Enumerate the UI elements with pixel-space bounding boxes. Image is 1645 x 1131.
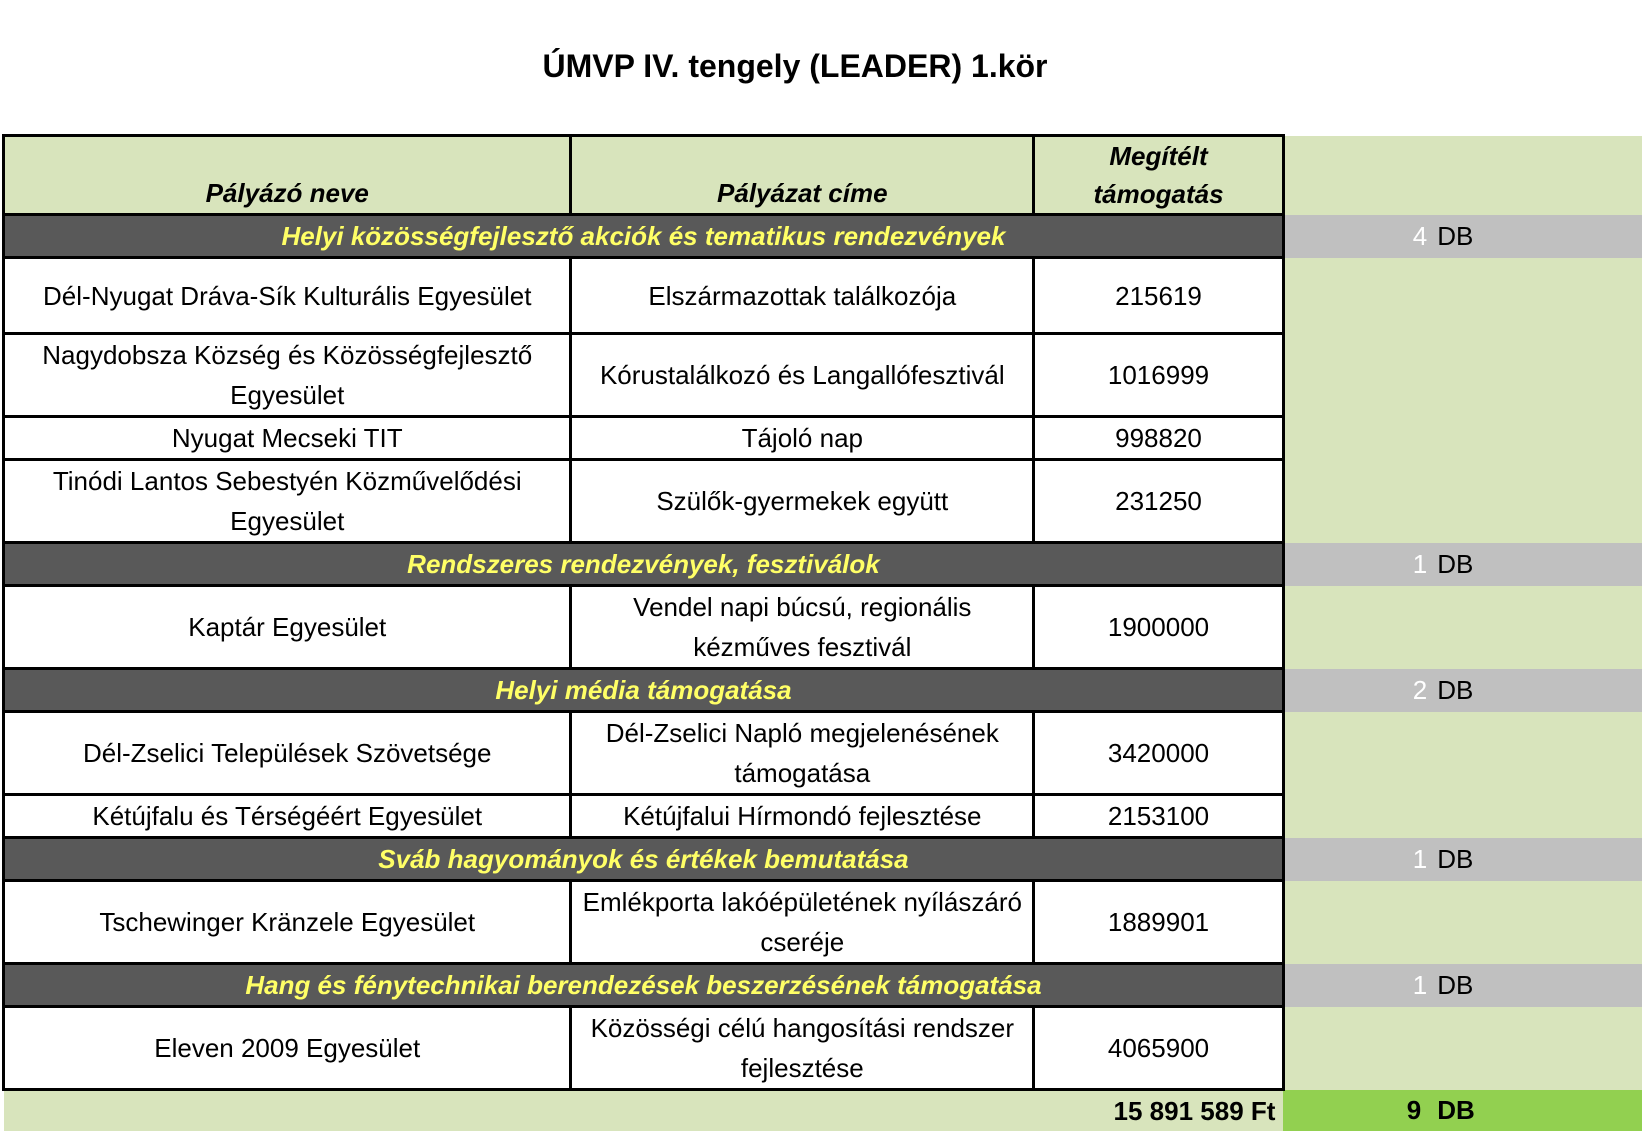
- side-cell: [1283, 1007, 1642, 1090]
- table-row: [4, 881, 1643, 964]
- side-cell: [1283, 460, 1642, 543]
- table-row: [4, 334, 1643, 417]
- page-title: ÚMVP IV. tengely (LEADER) 1.kör: [0, 48, 1590, 85]
- totals-row: [4, 1090, 1643, 1131]
- category-row: [4, 669, 1643, 712]
- applicant-cell: Nyugat Mecseki TIT: [4, 417, 571, 460]
- category-unit: DB: [1429, 543, 1642, 586]
- category-row: [4, 838, 1643, 881]
- category-name: Rendszeres rendezvények, fesztiválok: [4, 543, 1284, 586]
- category-unit: DB: [1429, 838, 1642, 881]
- category-unit: DB: [1429, 669, 1642, 712]
- amount-cell: 3420000: [1034, 712, 1284, 795]
- project-cell: Kétújfalui Hírmondó fejlesztése: [571, 795, 1034, 838]
- header-row: [4, 136, 1643, 215]
- applicant-cell: Kaptár Egyesület: [4, 586, 571, 669]
- category-row: [4, 543, 1643, 586]
- side-cell: [1283, 795, 1642, 838]
- header-grant-line2: támogatás: [1035, 175, 1282, 213]
- side-cell: [1283, 258, 1642, 334]
- category-count-cell: [1283, 838, 1429, 881]
- header-grant-line1: Megítélt: [1035, 137, 1282, 175]
- side-cell: [1283, 586, 1642, 669]
- category-count: 2: [1413, 675, 1427, 705]
- applicant-cell: Dél-Nyugat Dráva-Sík Kulturális Egyesület: [4, 258, 571, 334]
- category-count: 1: [1413, 844, 1427, 874]
- table-row: [4, 586, 1643, 669]
- applicant-cell: Tschewinger Kränzele Egyesület: [4, 881, 571, 964]
- total-count: 9: [1283, 1090, 1429, 1131]
- category-name: Helyi média támogatása: [4, 669, 1284, 712]
- amount-cell: 4065900: [1034, 1007, 1284, 1090]
- project-cell: Szülők-gyermekek együtt: [571, 460, 1034, 543]
- side-cell: [1283, 881, 1642, 964]
- category-name: Helyi közösségfejlesztő akciók és tematikus rendezvények: [4, 215, 1284, 258]
- project-cell: Tájoló nap: [571, 417, 1034, 460]
- project-cell: Elszármazottak találkozója: [571, 258, 1034, 334]
- project-cell: Kórustalálkozó és Langallófesztivál: [571, 334, 1034, 417]
- header-applicant: Pályázó neve: [4, 136, 571, 215]
- category-count: 1: [1413, 549, 1427, 579]
- applicant-cell: Nagydobsza Község és Közösségfejlesztő Egyesület: [4, 334, 571, 417]
- category-unit: DB: [1429, 215, 1642, 258]
- amount-cell: 215619: [1034, 258, 1284, 334]
- side-cell: [1283, 417, 1642, 460]
- amount-cell: 1900000: [1034, 586, 1284, 669]
- table-row: [4, 712, 1643, 795]
- table-row: [4, 795, 1643, 838]
- project-cell: Vendel napi búcsú, regionális kézműves fesztivál: [571, 586, 1034, 669]
- total-sum: 15 891 589 Ft: [1034, 1090, 1284, 1131]
- header-side: [1283, 136, 1642, 215]
- category-row: [4, 215, 1643, 258]
- category-name: Sváb hagyományok és értékek bemutatása: [4, 838, 1284, 881]
- amount-cell: 1889901: [1034, 881, 1284, 964]
- amount-cell: 2153100: [1034, 795, 1284, 838]
- category-count-cell: [1283, 964, 1429, 1007]
- totals-spacer: [4, 1090, 1034, 1131]
- applicant-cell: Tinódi Lantos Sebestyén Közművelődési Egyesület: [4, 460, 571, 543]
- category-count-cell: [1283, 543, 1429, 586]
- side-cell: [1283, 334, 1642, 417]
- table-row: [4, 460, 1643, 543]
- grant-table: [2, 134, 1642, 1131]
- table-row: [4, 417, 1643, 460]
- category-row: [4, 964, 1643, 1007]
- amount-cell: 231250: [1034, 460, 1284, 543]
- table-row: [4, 1007, 1643, 1090]
- category-name: Hang és fénytechnikai berendezések beszerzésének támogatása: [4, 964, 1284, 1007]
- project-cell: Közösségi célú hangosítási rendszer fejlesztése: [571, 1007, 1034, 1090]
- applicant-cell: Eleven 2009 Egyesület: [4, 1007, 571, 1090]
- category-count-cell: [1283, 215, 1429, 258]
- amount-cell: 998820: [1034, 417, 1284, 460]
- project-cell: Dél-Zselici Napló megjelenésének támogatása: [571, 712, 1034, 795]
- applicant-cell: Kétújfalu és Térségéért Egyesület: [4, 795, 571, 838]
- category-unit: DB: [1429, 964, 1642, 1007]
- amount-cell: 1016999: [1034, 334, 1284, 417]
- category-count: 1: [1413, 970, 1427, 1000]
- category-count-cell: [1283, 669, 1429, 712]
- grant-sheet: [2, 134, 1642, 1131]
- project-cell: Emlékporta lakóépületének nyílászáró cseréje: [571, 881, 1034, 964]
- total-unit: DB: [1429, 1090, 1642, 1131]
- header-grant: [1034, 136, 1284, 215]
- side-cell: [1283, 712, 1642, 795]
- category-count: 4: [1413, 221, 1427, 251]
- header-project: Pályázat címe: [571, 136, 1034, 215]
- applicant-cell: Dél-Zselici Települések Szövetsége: [4, 712, 571, 795]
- table-row: [4, 258, 1643, 334]
